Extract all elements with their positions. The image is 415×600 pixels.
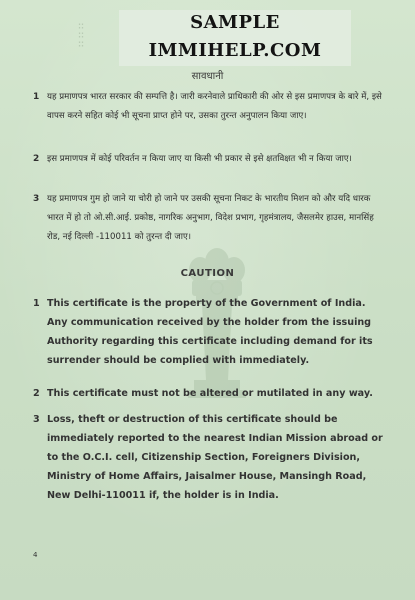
caution-item-number: 3	[33, 414, 40, 425]
caution-item-text: Loss, theft or destruction of this certificate should be immediately reported to the nearest Indian Mission abroad or to the O.C.I. cell, Citizenship Section, Foreigners Division, Ministry of Home Affairs, Jaisalmer House, Mansingh Road, New Delhi-110011 if, the holder is in India.	[47, 414, 383, 501]
caution-heading: CAUTION	[180, 268, 235, 279]
hindi-item-number: 3	[33, 194, 40, 204]
caution-item-text: This certificate is the property of the Government of India. Any communication received by the holder from the issuing Authority regarding this certificate including demand for its surrender should be complied with immediately.	[47, 298, 373, 366]
caution-item-text: This certificate must not be altered or mutilated in any way.	[47, 388, 373, 399]
hindi-item-1	[33, 88, 388, 126]
hindi-item-2	[33, 150, 388, 169]
caution-item-2	[33, 384, 383, 403]
watermark-line-2: IMMIHELP.COM	[148, 40, 322, 61]
hindi-item-number: 2	[33, 154, 40, 164]
caution-item-number: 1	[33, 298, 40, 309]
page-number: 4	[33, 551, 38, 559]
hindi-item-number: 1	[33, 92, 40, 102]
watermark-line-1: SAMPLE	[190, 12, 280, 33]
hindi-caution-heading: सावधानी	[191, 71, 224, 82]
hindi-item-text: यह प्रमाणपत्र भारत सरकार की सम्पत्ति है। जारी करनेवाले प्राधिकारी की ओर से इस प्रमाणपत्र के बारे में, इसे वापस करने सहित कोई भी सूचना प्राप्त होने पर, उसका तुरन्त अनुपालन किया जाए।	[47, 92, 382, 121]
caution-item-number: 2	[33, 388, 40, 399]
caution-item-3	[33, 410, 383, 505]
hindi-item-3	[33, 190, 388, 247]
hindi-item-text: यह प्रमाणपत्र गुम हो जाने या चोरी हो जाने पर उसकी सूचना निकट के भारतीय मिशन को और यदि धारक भारत में हो तो ओ.सी.आई. प्रकोष्ठ, नागरिक अनुभाग, विदेश प्रभाग, गृहमंत्रालय, जैसलमेर हाउस, मानसिंह रोड, नई दिल्ली -110011 को तुरन्त दी जाए।	[47, 194, 374, 242]
hindi-item-text: इस प्रमाणपत्र में कोई परिवर्तन न किया जाए या किसी भी प्रकार से इसे क्षतविक्षत भी न किया जाए।	[47, 154, 352, 164]
perforation-marks: ∷ ∷ ∷	[78, 21, 86, 50]
sample-watermark	[119, 10, 351, 66]
caution-item-1	[33, 294, 383, 370]
